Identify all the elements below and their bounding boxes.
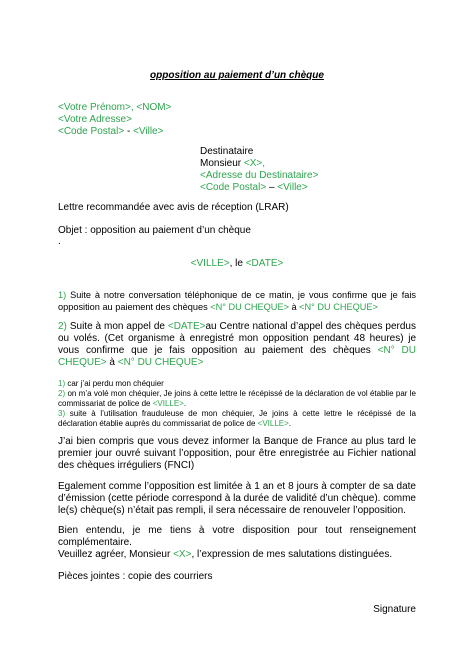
salutation-post: , l’expression de mes salutations distinguées. — [191, 549, 393, 560]
place-date — [0, 258, 474, 270]
paragraph-fnci: J’ai bien compris que vous devez informer la Banque de France au plus tard le premier jour ouvré suivant l’opposition, pour être enregistrée au Fichier national des chèques irréguliers (FNCI) — [58, 436, 416, 471]
place-date-mid: , le — [229, 258, 246, 269]
salutation-pre: Veuillez agréer, Monsieur — [58, 549, 174, 560]
letter-title: opposition au paiement d’un chèque — [150, 70, 324, 81]
objet-line: Objet : opposition au paiement d’un chèque — [58, 225, 251, 236]
recipient-block — [200, 146, 400, 194]
reason-3-end: . — [288, 419, 292, 428]
p2-cheque-2: <N° DU CHEQUE> — [117, 357, 204, 368]
reason-1-number: 1) — [58, 379, 66, 388]
sender-postal: <Code Postal> — [58, 126, 125, 137]
recipient-monsieur-name: <X> — [243, 158, 263, 169]
p2-text-1: Suite à mon appel de — [66, 321, 168, 332]
signature: Signature — [373, 604, 416, 615]
p1-cheque-2: <N° DU CHEQUE> — [299, 301, 378, 312]
p1-number: 1) — [58, 290, 67, 300]
objet-dot: . — [58, 236, 61, 247]
letter-date: <DATE> — [245, 258, 284, 269]
paragraph-salutation — [58, 549, 416, 561]
p2-date: <DATE> — [167, 321, 206, 332]
reason-3-number: 3) — [58, 409, 66, 418]
p2-text-2: au Centre national d’appel des chèques perdus ou volés. (Cet organisme à enregistré mon opposition pendant 48 heures) je vous confirme que je fais opposition au paiement des chèques — [58, 321, 416, 356]
paragraph-2 — [58, 321, 416, 369]
sender-address: <Votre Adresse> — [58, 114, 132, 125]
p2-and: à — [106, 357, 118, 368]
recipient-postal: <Code Postal> — [200, 182, 267, 193]
reason-2 — [58, 389, 416, 409]
reason-1-text: car j’ai perdu mon chéquier — [65, 379, 164, 388]
sender-city: <Ville> — [133, 126, 164, 137]
recipient-monsieur — [200, 158, 400, 170]
attachments-line: Pièces jointes : copie des courriers — [58, 571, 213, 582]
reason-2-number: 2) — [58, 389, 66, 398]
paragraph-limit: Egalement comme l’opposition est limitée à 1 an et 8 jours à compter de sa date d’émission (cette période correspond à la durée de validité d’un chèque). comme le(s) chèque(s) n’était pas rempli, il sera nécessaire de renouveler l’opposition. — [58, 481, 416, 516]
paragraph-1 — [58, 290, 416, 313]
recipient-label: Destinataire — [200, 146, 254, 157]
recipient-city: <Ville> — [277, 182, 308, 193]
sender-postal-sep: - — [124, 126, 134, 137]
p2-cheque-1: <N° DU CHEQUE> — [58, 345, 416, 368]
reason-2-end: . — [183, 399, 187, 408]
p1-text: Suite à notre conversation téléphonique de ce matin, je vous confirme que je fais opposition au paiement des chèques — [58, 290, 416, 312]
recipient-address: <Adresse du Destinataire> — [200, 170, 319, 181]
p2-number: 2) — [58, 321, 67, 332]
reason-2-text: on m’a volé mon chéquier, Je joins à cette lettre le récépissé de la déclaration de vol établie par le commissariat de police de — [58, 389, 416, 408]
recipient-monsieur-prefix: Monsieur — [200, 158, 244, 169]
place-city: <VILLE> — [190, 258, 230, 269]
lrar-line: Lettre recommandée avec avis de réception (LRAR) — [58, 202, 289, 213]
reason-2-city: <VILLE> — [152, 399, 184, 408]
reason-1 — [58, 379, 416, 389]
recipient-postal-line — [200, 182, 400, 194]
reasons-list — [58, 379, 416, 429]
salutation-name: <X> — [173, 549, 192, 560]
reason-3-text: suite à l’utilisation frauduleuse de mon chéquier, Je joins à cette lettre le récépissé de la déclaration établie auprès du commissariat de police de — [58, 409, 416, 428]
paragraph-disposition: Bien entendu, je me tiens à votre disposition pour tout renseignement complémentaire. — [58, 525, 416, 548]
p1-cheque-1: <N° DU CHEQUE> — [210, 301, 289, 312]
sender-block — [58, 102, 258, 138]
sender-postal-line — [58, 126, 258, 138]
sender-name: <Votre Prénom>, <NOM> — [58, 102, 172, 113]
p1-and: à — [288, 301, 300, 312]
reason-3-city: <VILLE> — [257, 419, 289, 428]
recipient-sep: – — [266, 182, 278, 193]
recipient-monsieur-suffix: , — [262, 158, 266, 169]
reason-3 — [58, 409, 416, 429]
